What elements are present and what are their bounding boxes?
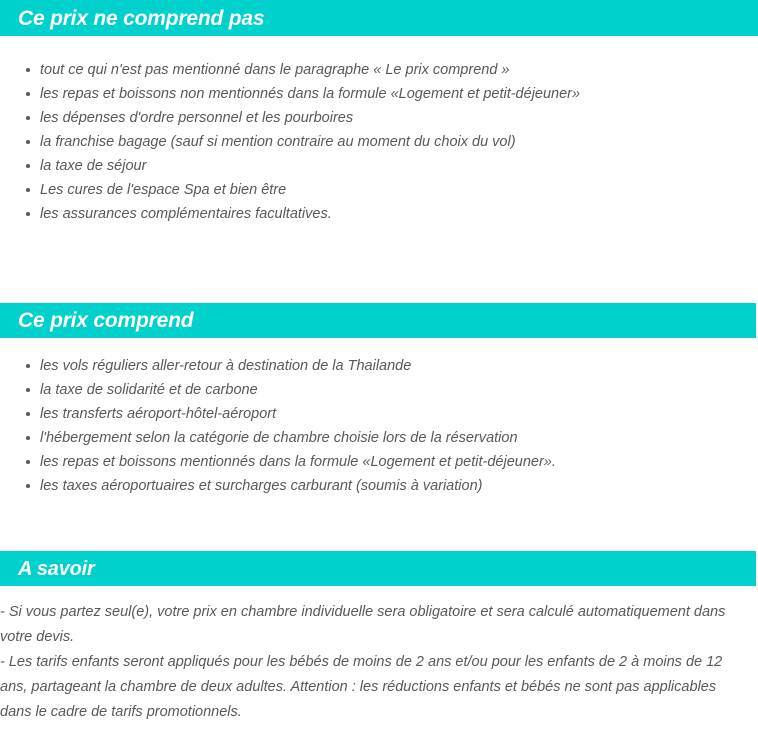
list-item	[0, 402, 758, 426]
list-item	[0, 378, 758, 402]
bullet-dot-icon	[26, 436, 30, 440]
list-item-label: les repas et boissons non mentionnés dans la formule «Logement et petit-déjeuner»	[40, 86, 581, 102]
list-item-label: les taxes aéroportuaires et surcharges carburant (soumis à variation)	[40, 478, 483, 494]
list-item	[0, 474, 758, 498]
list-top-spacer-2	[0, 338, 758, 354]
section-a-savoir	[0, 551, 758, 725]
list-item	[0, 82, 758, 106]
bullet-dot-icon	[26, 484, 30, 488]
section-title-2: Ce prix comprend	[18, 309, 194, 332]
list-item	[0, 154, 758, 178]
list-item	[0, 130, 758, 154]
section-spacer-1	[0, 226, 758, 303]
list-item-label: les vols réguliers aller-retour à destination de la Thailande	[40, 358, 412, 374]
section-ce-prix-comprend	[0, 303, 758, 498]
bullet-dot-icon	[26, 116, 30, 120]
section-body-3	[0, 586, 758, 725]
bullet-dot-icon	[26, 212, 30, 216]
list-item-label: les assurances complémentaires facultatives.	[40, 206, 332, 222]
section-header-bar-3	[0, 551, 756, 586]
list-item	[0, 450, 758, 474]
section-body-1	[0, 36, 758, 226]
section-title-1: Ce prix ne comprend pas	[18, 6, 265, 30]
bullet-dot-icon	[26, 412, 30, 416]
inclusions-list	[0, 354, 758, 498]
list-item-label: l'hébergement selon la catégorie de chambre choisie lors de la réservation	[40, 430, 518, 446]
list-item	[0, 106, 758, 130]
list-item	[0, 58, 758, 82]
section-header-bar-2	[0, 303, 756, 338]
list-item-label: Les cures de l'espace Spa et bien être	[40, 182, 287, 198]
list-item-label: tout ce qui n'est pas mentionné dans le paragraphe « Le prix comprend »	[40, 62, 510, 78]
list-item	[0, 354, 758, 378]
bullet-dot-icon	[26, 388, 30, 392]
bullet-dot-icon	[26, 68, 30, 72]
section-header-bar-1	[0, 0, 758, 36]
list-item-label: la taxe de solidarité et de carbone	[40, 382, 258, 398]
list-item-label: les repas et boissons mentionnés dans la formule «Logement et petit-déjeuner».	[40, 454, 556, 470]
list-item-label: la franchise bagage (sauf si mention contraire au moment du choix du vol)	[40, 134, 516, 150]
section-body-2	[0, 338, 758, 498]
list-item-label: les transferts aéroport-hôtel-aéroport	[40, 406, 277, 422]
exclusions-list	[0, 58, 758, 226]
list-top-spacer-1	[0, 36, 758, 58]
section-title-3: A savoir	[18, 557, 95, 580]
list-item-label: les dépenses d'ordre personnel et les pourboires	[40, 110, 354, 126]
bullet-dot-icon	[26, 460, 30, 464]
bullet-dot-icon	[26, 164, 30, 168]
list-item	[0, 426, 758, 450]
bullet-dot-icon	[26, 364, 30, 368]
list-item-label: la taxe de séjour	[40, 158, 147, 174]
bullet-dot-icon	[26, 140, 30, 144]
bullet-dot-icon	[26, 188, 30, 192]
section-ce-prix-ne-comprend-pas	[0, 0, 758, 226]
list-item	[0, 202, 758, 226]
section-spacer-2	[0, 498, 758, 551]
note-paragraph: - Si vous partez seul(e), votre prix en chambre individuelle sera obligatoire et sera calculé automatiquement dans votre devis.	[0, 604, 726, 645]
note-paragraph: - Les tarifs enfants seront appliqués pour les bébés de moins de 2 ans et/ou pour les enfants de 2 à moins de 12 ans, partageant la chambre de deux adultes. Attention : les réductions enfants et bébés ne sont pas applicables dans le cadre de tarifs promotionnels.	[0, 654, 723, 720]
bullet-dot-icon	[26, 92, 30, 96]
list-item	[0, 178, 758, 202]
